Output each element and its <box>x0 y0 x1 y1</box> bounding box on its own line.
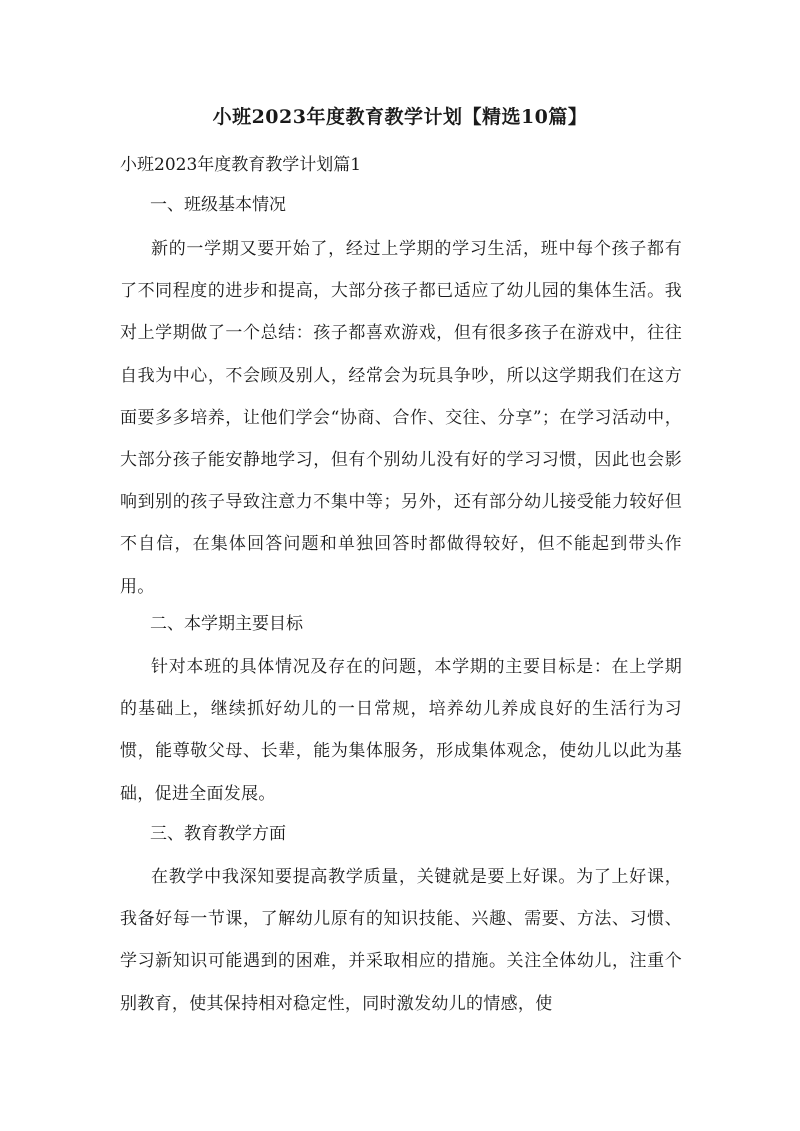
document-subtitle: 小班2023年度教育教学计划篇1 <box>120 155 362 175</box>
section-heading-teaching: 三、教育教学方面 <box>150 824 286 844</box>
section-heading-class-situation: 一、班级基本情况 <box>150 195 286 215</box>
section-paragraph-class-situation: 新的一学期又要开始了，经过上学期的学习生活，班中每个孩子都有了不同程度的进步和提高，大部分孩子都已适应了幼儿园的集体生活。我对上学期做了一个总结：孩子都喜欢游戏，但有很多孩子在游戏中，往往自我为中心，不会顾及别人，经常会为玩具争吵，所以这学期我们在这方面要多多培养，让他们学会“协商、合作、交往、分享”；在学习活动中，大部分孩子能安静地学习，但有个别幼儿没有好的学习习惯，因此也会影响到别的孩子导致注意力不集中等；另外，还有部分幼儿接受能力较好但不自信，在集体回答问题和单独回答时都做得较好，但不能起到带头作用。 <box>120 239 682 597</box>
section-heading-semester-goals: 二、本学期主要目标 <box>150 614 303 634</box>
section-paragraph-semester-goals: 针对本班的具体情况及存在的问题，本学期的主要目标是：在上学期的基础上，继续抓好幼儿的一日常规，培养幼儿养成良好的生活行为习惯，能尊敬父母、长辈，能为集体服务，形成集体观念，使幼儿以此为基础，促进全面发展。 <box>120 657 682 804</box>
section-paragraph-teaching: 在教学中我深知要提高教学质量，关键就是要上好课。为了上好课，我备好每一节课，了解幼儿原有的知识技能、兴趣、需要、方法、习惯、学习新知识可能遇到的困难，并采取相应的措施。关注全体幼儿，注重个别教育，使其保持相对稳定性，同时激发幼儿的情感，使 <box>120 867 682 1014</box>
document-title: 小班2023年度教育教学计划【精选10篇】 <box>212 106 588 128</box>
